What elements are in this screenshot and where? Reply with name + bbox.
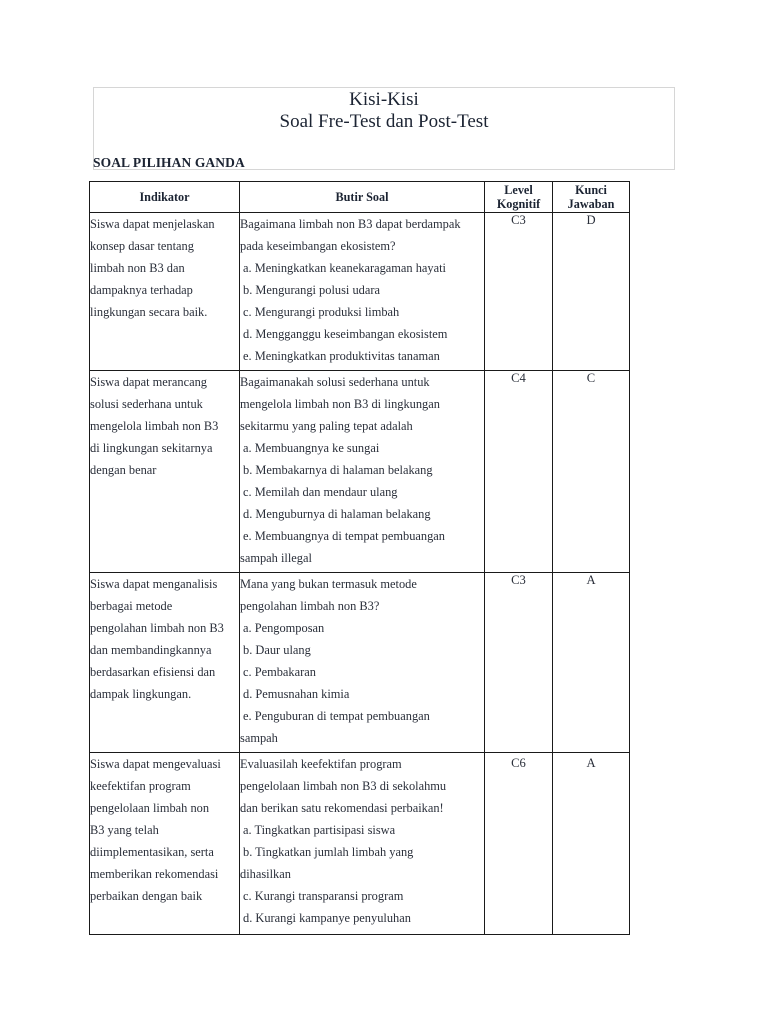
answer-option: e. Penguburan di tempat pembuangan xyxy=(243,709,430,723)
header-kunci-line-1: Kunci xyxy=(575,183,607,197)
level-kognitif-cell: C6 xyxy=(485,753,553,935)
header-level-kognitif xyxy=(485,182,553,213)
indikator-line: berdasarkan efisiensi dan xyxy=(90,665,216,679)
table-header-row xyxy=(90,182,630,213)
question-line: Bagaimana limbah non B3 dapat berdampak xyxy=(240,217,461,231)
indikator-line: perbaikan dengan baik xyxy=(90,889,203,903)
butir-soal-cell xyxy=(240,573,485,753)
answer-option: b. Membakarnya di halaman belakang xyxy=(243,463,433,477)
header-level-line-2: Kognitif xyxy=(496,197,541,211)
indikator-line: pengelolaan limbah non xyxy=(90,801,210,815)
kunci-jawaban-cell: D xyxy=(553,213,630,371)
indikator-cell xyxy=(90,573,240,753)
title-line-2: Soal Fre-Test dan Post-Test xyxy=(279,111,489,132)
indikator-line: memberikan rekomendasi xyxy=(90,867,219,881)
answer-option: c. Memilah dan mendaur ulang xyxy=(243,485,398,499)
answer-option-continuation: sampah xyxy=(240,731,278,745)
answer-option: e. Meningkatkan produktivitas tanaman xyxy=(243,349,440,363)
answer-option: a. Meningkatkan keanekaragaman hayati xyxy=(243,261,446,275)
indikator-line: diimplementasikan, serta xyxy=(90,845,214,859)
butir-soal-cell xyxy=(240,213,485,371)
answer-option: c. Mengurangi produksi limbah xyxy=(243,305,400,319)
question-line: pengolahan limbah non B3? xyxy=(240,599,380,613)
answer-option: c. Pembakaran xyxy=(243,665,316,679)
kunci-jawaban-cell: C xyxy=(553,371,630,573)
answer-option: a. Tingkatkan partisipasi siswa xyxy=(243,823,396,837)
level-kognitif-cell: C4 xyxy=(485,371,553,573)
header-kunci-jawaban xyxy=(553,182,630,213)
answer-option-continuation: sampah illegal xyxy=(240,551,312,565)
indikator-cell xyxy=(90,753,240,935)
indikator-line: B3 yang telah xyxy=(90,823,159,837)
indikator-line: berbagai metode xyxy=(90,599,173,613)
indikator-line: lingkungan secara baik. xyxy=(90,305,208,319)
indikator-line: konsep dasar tentang xyxy=(90,239,194,253)
indikator-line: dan membandingkannya xyxy=(90,643,212,657)
indikator-line: Siswa dapat menjelaskan xyxy=(90,217,215,231)
header-level-line-1: Level xyxy=(504,183,533,197)
header-butir-soal: Butir Soal xyxy=(240,182,485,213)
level-kognitif-cell: C3 xyxy=(485,573,553,753)
question-line: pengelolaan limbah non B3 di sekolahmu xyxy=(240,779,447,793)
answer-option: d. Pemusnahan kimia xyxy=(243,687,350,701)
question-line: pada keseimbangan ekosistem? xyxy=(240,239,396,253)
section-heading: SOAL PILIHAN GANDA xyxy=(93,155,245,170)
question-line: sekitarmu yang paling tepat adalah xyxy=(240,419,413,433)
question-line: Bagaimanakah solusi sederhana untuk xyxy=(240,375,430,389)
indikator-line: Siswa dapat mengevaluasi xyxy=(90,757,221,771)
answer-option: e. Membuangnya di tempat pembuangan xyxy=(243,529,445,543)
answer-option: b. Tingkatkan jumlah limbah yang xyxy=(243,845,414,859)
indikator-line: solusi sederhana untuk xyxy=(90,397,203,411)
answer-option: d. Mengganggu keseimbangan ekosistem xyxy=(243,327,448,341)
answer-option-continuation: dihasilkan xyxy=(240,867,291,881)
indikator-line: keefektifan program xyxy=(90,779,191,793)
kisi-kisi-table xyxy=(89,181,630,935)
table-row xyxy=(90,753,630,935)
table-row xyxy=(90,371,630,573)
question-line: mengelola limbah non B3 di lingkungan xyxy=(240,397,440,411)
indikator-line: dampaknya terhadap xyxy=(90,283,193,297)
indikator-line: limbah non B3 dan xyxy=(90,261,185,275)
header-indikator: Indikator xyxy=(90,182,240,213)
indikator-line: dengan benar xyxy=(90,463,157,477)
answer-option: c. Kurangi transparansi program xyxy=(243,889,404,903)
indikator-line: di lingkungan sekitarnya xyxy=(90,441,213,455)
answer-option: a. Membuangnya ke sungai xyxy=(243,441,380,455)
indikator-line: mengelola limbah non B3 xyxy=(90,419,219,433)
butir-soal-cell xyxy=(240,371,485,573)
question-line: dan berikan satu rekomendasi perbaikan! xyxy=(240,801,444,815)
kunci-jawaban-cell: A xyxy=(553,573,630,753)
answer-option: b. Mengurangi polusi udara xyxy=(243,283,380,297)
indikator-cell xyxy=(90,213,240,371)
butir-soal-cell xyxy=(240,753,485,935)
answer-option: d. Kurangi kampanye penyuluhan xyxy=(243,911,411,925)
question-line: Evaluasilah keefektifan program xyxy=(240,757,402,771)
table-row xyxy=(90,573,630,753)
indikator-line: dampak lingkungan. xyxy=(90,687,192,701)
question-line: Mana yang bukan termasuk metode xyxy=(240,577,417,591)
answer-option: b. Daur ulang xyxy=(243,643,311,657)
indikator-cell xyxy=(90,371,240,573)
table-row xyxy=(90,213,630,371)
indikator-line: pengolahan limbah non B3 xyxy=(90,621,224,635)
indikator-line: Siswa dapat merancang xyxy=(90,375,207,389)
title-line-1: Kisi-Kisi xyxy=(349,89,419,110)
header-kunci-line-2: Jawaban xyxy=(567,197,615,211)
answer-option: a. Pengomposan xyxy=(243,621,325,635)
indikator-line: Siswa dapat menganalisis xyxy=(90,577,218,591)
level-kognitif-cell: C3 xyxy=(485,213,553,371)
kunci-jawaban-cell: A xyxy=(553,753,630,935)
document-title xyxy=(93,89,675,133)
answer-option: d. Menguburnya di halaman belakang xyxy=(243,507,431,521)
